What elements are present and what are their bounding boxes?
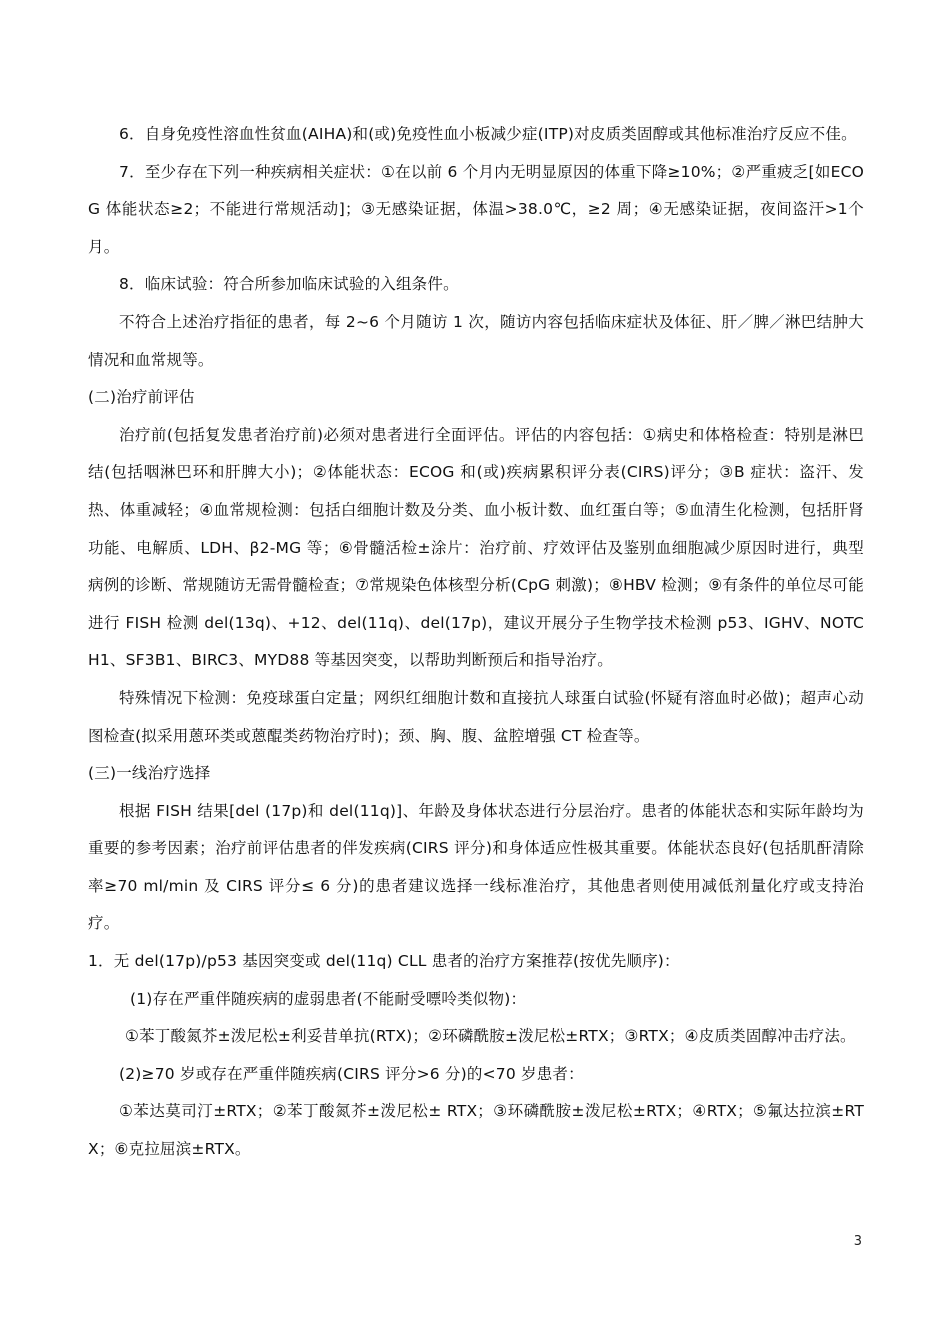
paragraph-item-7: 7．至少存在下列一种疾病相关症状：①在以前 6 个月内无明显原因的体重下降≥10%；②严重疲乏[如ECOG 体能状态≥2；不能进行常规活动]；③无感染证据，体温>38.0℃，≥2 周；④无感染证据，夜间盗汗>1个月。 (88, 162, 864, 256)
paragraph-pretreatment-assessment: 治疗前(包括复发患者治疗前)必须对患者进行全面评估。评估的内容包括：①病史和体格检查：特别是淋巴结(包括咽淋巴环和肝脾大小)；②体能状态：ECOG 和(或)疾病累积评分表(CIRS)评分；③B 症状：盗汗、发热、体重减轻；④血常规检测：包括白细胞计数及分类、血小板计数、血红蛋白等；⑤血清生化检测，包括肝肾功能、电解质、LDH、β2-MG 等；⑥骨髓活检±涂片：治疗前、疗效评估及鉴别血细胞减少原因时进行，典型病例的诊断、常规随访无需骨髓检查；⑦常规染色体核型分析(CpG 刺激)；⑧HBV 检测；⑨有条件的单位尽可能进行 FISH 检测 del(13q)、+12、del(11q)、del(17p)，建议开展分子生物学技术检测 p53、IGHV、NOTCH1、SF3B1、BIRC3、MYD88 等基因突变，以帮助判断预后和指导治疗。 (88, 425, 864, 670)
paragraph-special-tests: 特殊情况下检测：免疫球蛋白定量；网织红细胞计数和直接抗人球蛋白试验(怀疑有溶血时必做)；超声心动图检查(拟采用蒽环类或蒽醌类药物治疗时)；颈、胸、腹、盆腔增强 CT 检查等。 (88, 688, 864, 745)
paragraph-frail-regimens: ①苯丁酸氮芥±泼尼松±利妥昔单抗(RTX)；②环磷酰胺±泼尼松±RTX；③RTX；④皮质类固醇冲击疗法。 (125, 1027, 856, 1046)
document-body (88, 116, 864, 1169)
section-heading-first-line-treatment: (三)一线治疗选择 (88, 764, 211, 783)
section-heading-pretreatment-assessment: (二)治疗前评估 (88, 388, 195, 407)
page-number: 3 (853, 1234, 862, 1249)
paragraph-elderly-patients: (2)≥70 岁或存在严重伴随疾病(CIRS 评分>6 分)的<70 岁患者： (119, 1064, 584, 1083)
paragraph-frail-patients: (1)存在严重伴随疾病的虚弱患者(不能耐受嘌呤类似物)： (130, 989, 527, 1008)
paragraph-item-6: 6．自身免疫性溶血性贫血(AIHA)和(或)免疫性血小板减少症(ITP)对皮质类固醇或其他标准治疗反应不佳。 (119, 125, 857, 143)
paragraph-elderly-regimens: ①苯达莫司汀±RTX；②苯丁酸氮芥±泼尼松± RTX；③环磷酰胺±泼尼松±RTX；④RTX；⑤氟达拉滨±RTX；⑥克拉屈滨±RTX。 (88, 1102, 864, 1159)
paragraph-followup: 不符合上述治疗指征的患者，每 2~6 个月随访 1 次，随访内容包括临床症状及体征、肝／脾／淋巴结肿大情况和血常规等。 (88, 312, 864, 369)
paragraph-regimen-heading-1: 1．无 del(17p)/p53 基因突变或 del(11q) CLL 患者的治疗方案推荐(按优先顺序)： (88, 952, 680, 971)
paragraph-item-8: 8．临床试验：符合所参加临床试验的入组条件。 (119, 275, 459, 294)
paragraph-stratified-treatment: 根据 FISH 结果[del (17p)和 del(11q)]、年龄及身体状态进行分层治疗。患者的体能状态和实际年龄均为重要的参考因素；治疗前评估患者的伴发疾病(CIRS 评分)和身体适应性极其重要。体能状态良好(包括肌酐清除率≥70 ml/min 及 CIRS 评分≤ 6 分)的患者建议选择一线标准治疗，其他患者则使用减低剂量化疗或支持治疗。 (88, 801, 864, 933)
